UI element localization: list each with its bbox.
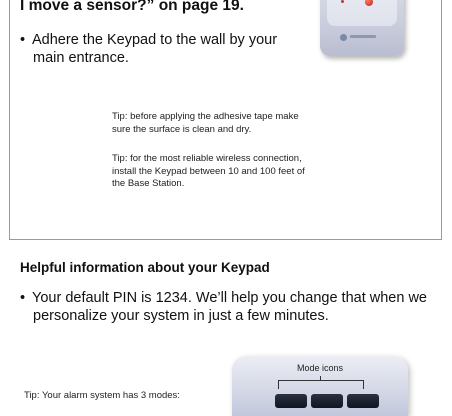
keypad-device-image xyxy=(320,0,404,56)
tip-modes: Tip: Your alarm system has 3 modes: xyxy=(24,390,180,401)
tip-surface xyxy=(112,111,342,136)
brand-logo-icon xyxy=(340,34,347,41)
bullet-dot: • xyxy=(20,290,26,306)
section-heading: Helpful information about your Keypad xyxy=(20,260,270,275)
step-bullet xyxy=(20,31,290,67)
red-indicator-icon xyxy=(365,0,373,6)
brand-logo-text-mark xyxy=(350,35,376,38)
status-light-icon xyxy=(341,0,344,3)
mode-button-3 xyxy=(347,394,379,408)
keypad-mode-device-image xyxy=(232,356,408,416)
tip-surface-line2: sure the surface is clean and dry. xyxy=(112,123,252,135)
pin-bullet-line2: personalize your system in just a few minutes. xyxy=(33,308,329,324)
step-bullet-line1: Adhere the Keypad to the wall by your xyxy=(32,32,278,48)
tip-wireless-line3: the Base Station. xyxy=(112,178,185,189)
mode-button-1 xyxy=(275,394,307,408)
bracket-tick xyxy=(320,376,321,381)
pin-bullet xyxy=(20,289,440,325)
caption-bracket xyxy=(278,380,364,389)
step-bullet-line2: main entrance. xyxy=(33,50,129,66)
mode-icons-caption: Mode icons xyxy=(296,363,344,373)
mode-button-2 xyxy=(311,394,343,408)
tip-wireless-line1: Tip: for the most reliable wireless connection, xyxy=(112,153,302,164)
tip-wireless xyxy=(112,153,337,191)
tip-surface-line1: Tip: before applying the adhesive tape make xyxy=(112,111,299,122)
continued-heading: I move a sensor?” on page 19. xyxy=(20,0,244,14)
tip-wireless-line2: install the Keypad between 10 and 100 feet of xyxy=(112,165,305,177)
keypad-face xyxy=(327,0,397,26)
pin-bullet-line1: Your default PIN is 1234. We’ll help you change that when we xyxy=(32,290,427,306)
bullet-dot: • xyxy=(20,32,26,48)
